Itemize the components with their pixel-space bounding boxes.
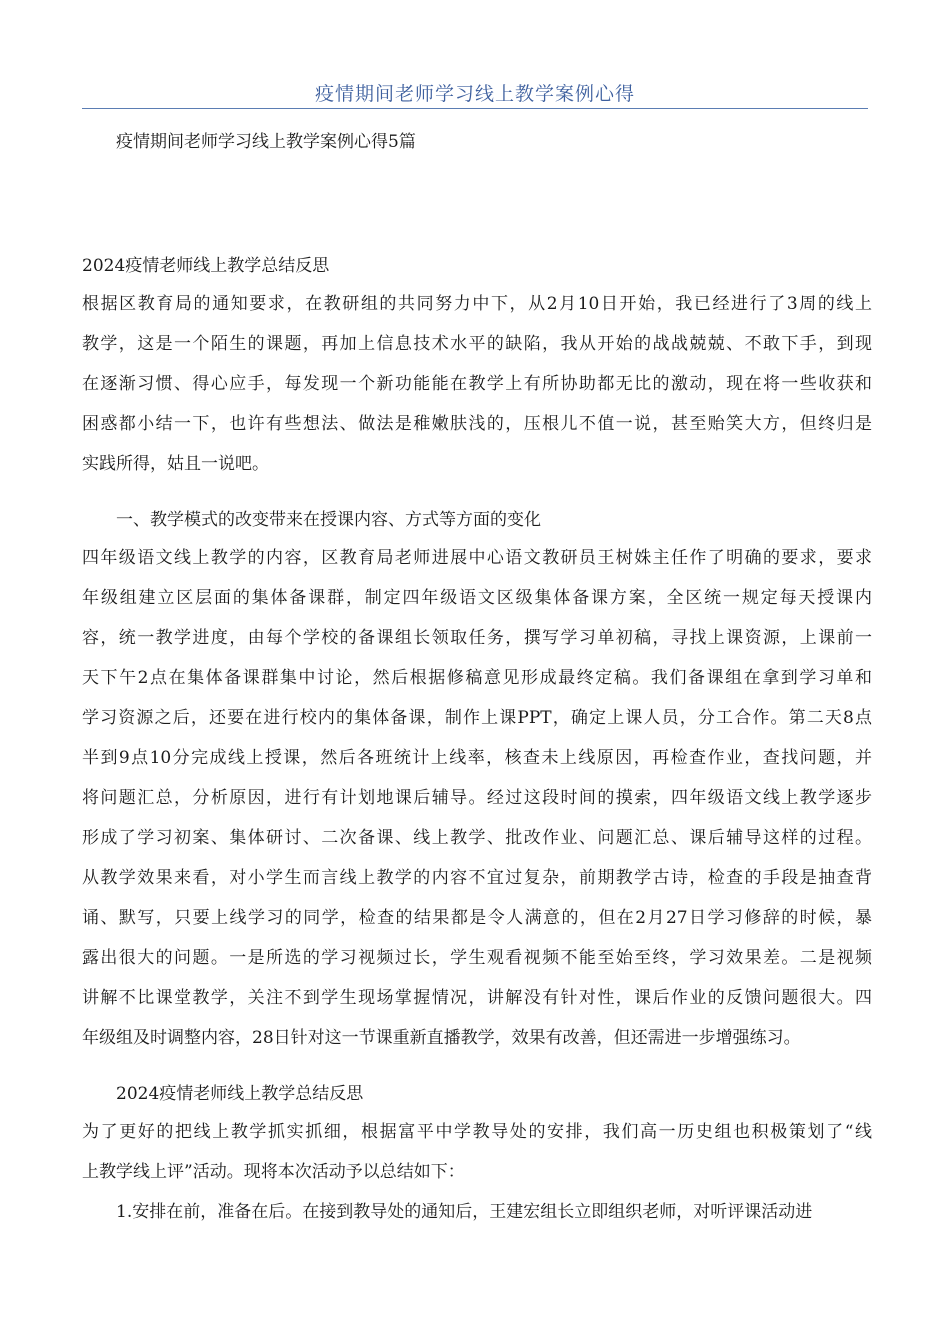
section-heading: 2024疫情老师线上教学总结反思 bbox=[116, 1084, 364, 1104]
paragraph-line: 根据区教育局的通知要求，在教研组的共同努力中下，从2月10日开始，我已经进行了3周的线上 bbox=[82, 294, 872, 314]
paragraph-line: 讲解不比课堂教学，关注不到学生现场掌握情况，讲解没有针对性，课后作业的反馈问题很大。四 bbox=[82, 988, 872, 1008]
paragraph-line: 上教学线上评”活动。现将本次活动予以总结如下： bbox=[82, 1162, 465, 1182]
paragraph-line: 形成了学习初案、集体研讨、二次备课、线上教学、批改作业、问题汇总、课后辅导这样的过程。 bbox=[82, 828, 872, 848]
subheading: 一、教学模式的改变带来在授课内容、方式等方面的变化 bbox=[116, 510, 541, 530]
paragraph-line: 将问题汇总，分析原因，进行有计划地课后辅导。经过这段时间的摸索，四年级语文线上教学逐步 bbox=[82, 788, 872, 808]
paragraph-line: 天下午2点在集体备课群集中讨论，然后根据修稿意见形成最终定稿。我们备课组在拿到学习单和 bbox=[82, 668, 872, 688]
paragraph-line: 困惑都小结一下，也许有些想法、做法是稚嫩肤浅的，压根儿不值一说，甚至贻笑大方，但终归是 bbox=[82, 414, 872, 434]
section-heading: 2024疫情老师线上教学总结反思 bbox=[82, 256, 330, 276]
paragraph-line: 半到9点10分完成线上授课，然后各班统计上线率，核查未上线原因，再检查作业，查找问题，并 bbox=[82, 748, 872, 768]
document-subtitle: 疫情期间老师学习线上教学案例心得5篇 bbox=[116, 132, 416, 152]
list-item: 1.安排在前，准备在后。在接到教导处的通知后，王建宏组长立即组织老师，对听评课活动进 bbox=[116, 1202, 813, 1222]
paragraph-line: 在逐渐习惯、得心应手，每发现一个新功能能在教学上有所协助都无比的激动，现在将一些收获和 bbox=[82, 374, 872, 394]
paragraph-line: 露出很大的问题。一是所选的学习视频过长，学生观看视频不能至始至终，学习效果差。二是视频 bbox=[82, 948, 872, 968]
paragraph-line: 学习资源之后，还要在进行校内的集体备课，制作上课PPT，确定上课人员，分工合作。第二天8点 bbox=[82, 708, 872, 728]
paragraph-line: 四年级语文线上教学的内容，区教育局老师进展中心语文教研员王树姝主任作了明确的要求，要求 bbox=[82, 548, 872, 568]
document-title: 疫情期间老师学习线上教学案例心得 bbox=[314, 83, 635, 105]
paragraph-line: 诵、默写，只要上线学习的同学，检查的结果都是令人满意的，但在2月27日学习修辞的时候，暴 bbox=[82, 908, 872, 928]
page-header bbox=[82, 80, 868, 109]
paragraph-line: 年级组及时调整内容，28日针对这一节课重新直播教学，效果有改善，但还需进一步增强练习。 bbox=[82, 1028, 801, 1048]
paragraph-line: 教学，这是一个陌生的课题，再加上信息技术水平的缺陷，我从开始的战战兢兢、不敢下手，到现 bbox=[82, 334, 872, 354]
paragraph-line: 为了更好的把线上教学抓实抓细，根据富平中学教导处的安排，我们高一历史组也积极策划了“线 bbox=[82, 1122, 872, 1142]
paragraph-line: 实践所得，姑且一说吧。 bbox=[82, 454, 269, 474]
paragraph-line: 容，统一教学进度，由每个学校的备课组长领取任务，撰写学习单初稿，寻找上课资源，上课前一 bbox=[82, 628, 872, 648]
paragraph-line: 从教学效果来看，对小学生而言线上教学的内容不宜过复杂，前期教学古诗，检查的手段是抽查背 bbox=[82, 868, 872, 888]
paragraph-line: 年级组建立区层面的集体备课群，制定四年级语文区级集体备课方案，全区统一规定每天授课内 bbox=[82, 588, 872, 608]
